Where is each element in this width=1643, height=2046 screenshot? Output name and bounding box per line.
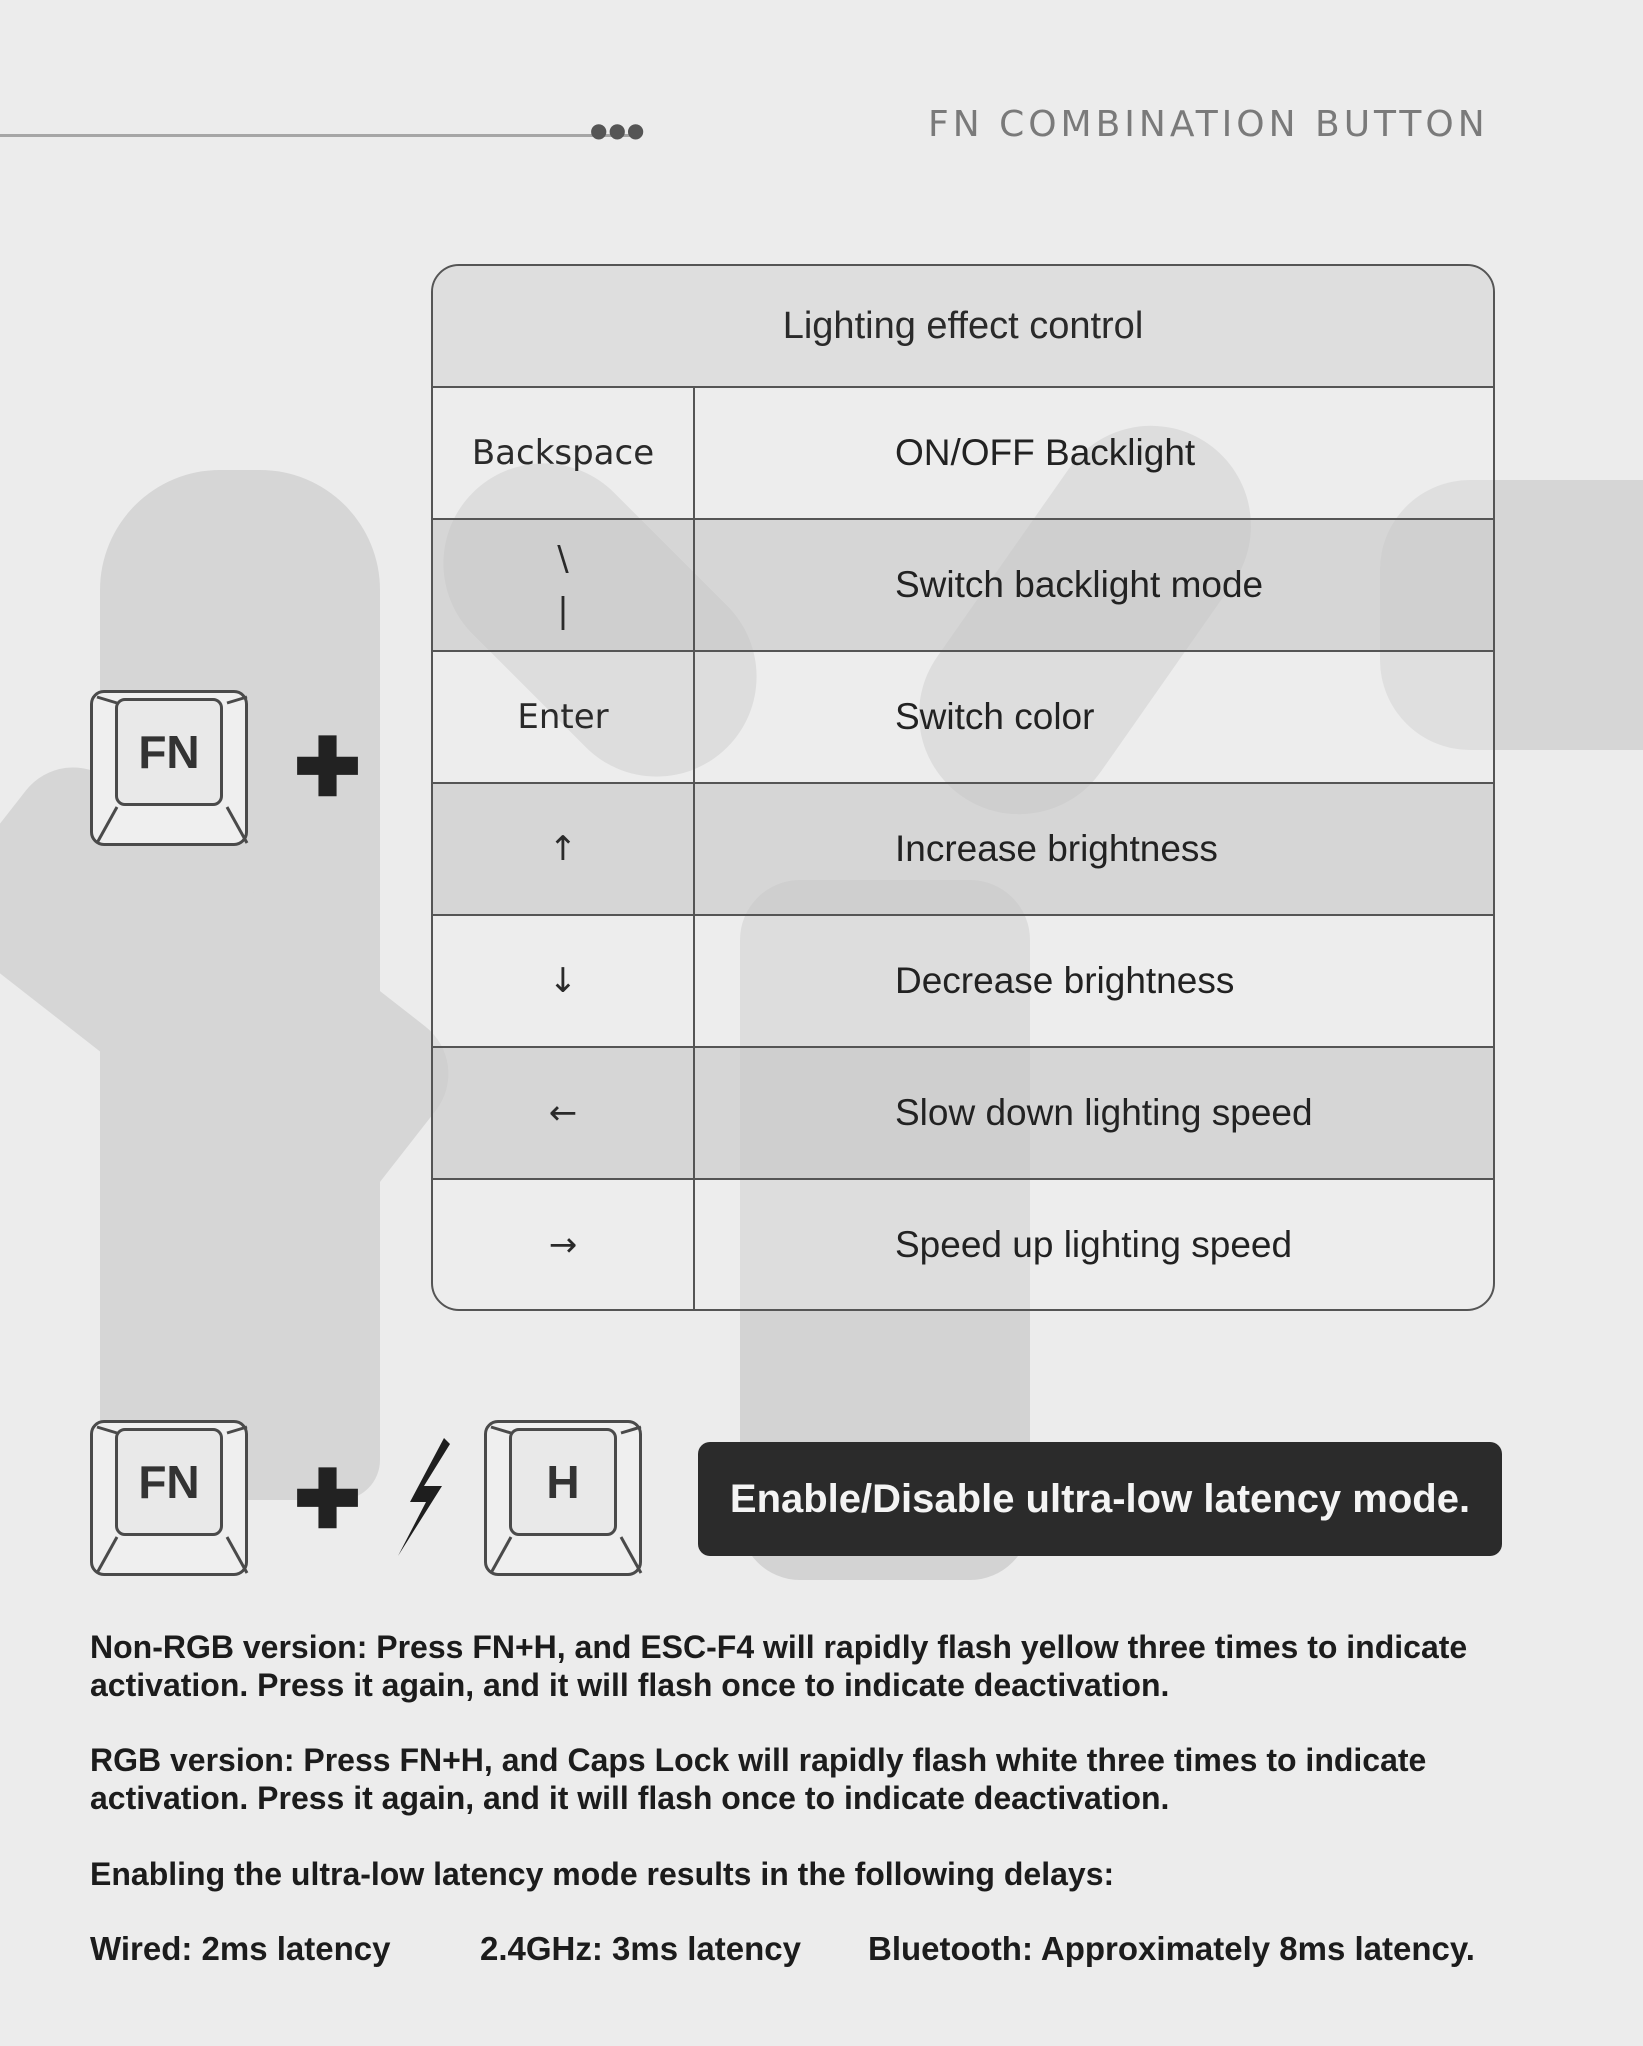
key-pipe: | (557, 591, 569, 631)
arrow-down-icon: ↓ (433, 916, 695, 1046)
arrow-up-icon: ↑ (433, 784, 695, 914)
action-cell: Speed up lighting speed (895, 1224, 1293, 1265)
table-row (433, 388, 1493, 520)
table-row (433, 520, 1493, 652)
table-row (433, 652, 1493, 784)
plus-icon: ✚ (294, 723, 362, 812)
latency-mode-banner: Enable/Disable ultra-low latency mode. (698, 1442, 1502, 1556)
fn-keycap (90, 1420, 248, 1576)
header-dots: ●●● (590, 118, 646, 142)
key-cell: Backspace (433, 388, 695, 518)
header-rule (0, 134, 632, 137)
ghz-latency: 2.4GHz: 3ms latency (480, 1930, 801, 1967)
key-cell: Enter (433, 652, 695, 782)
wired-latency: Wired: 2ms latency (90, 1930, 391, 1967)
lightning-icon (392, 1436, 456, 1558)
rgb-note: RGB version: Press FN+H, and Caps Lock will rapidly flash white three times to indicate activation. Press it again, and it will flash once to indicate deactivation. (90, 1742, 1427, 1816)
action-cell: Switch color (895, 696, 1095, 737)
h-key-label: H (509, 1428, 617, 1536)
plus-icon: ✚ (294, 1455, 362, 1544)
latency-intro: Enabling the ultra-low latency mode results in the following delays: (90, 1856, 1115, 1892)
key-cell (433, 520, 695, 650)
table-row (433, 1180, 1493, 1310)
fn-keycap (90, 690, 248, 846)
table-title: Lighting effect control (433, 266, 1493, 388)
arrow-left-icon: ← (433, 1048, 695, 1178)
action-cell: ON/OFF Backlight (895, 432, 1196, 473)
lighting-effect-table (431, 264, 1495, 1311)
bluetooth-latency: Bluetooth: Approximately 8ms latency. (868, 1930, 1475, 1967)
fn-key-label: FN (115, 1428, 223, 1536)
action-cell: Decrease brightness (895, 960, 1235, 1001)
action-cell: Switch backlight mode (895, 564, 1264, 605)
arrow-right-icon: → (433, 1180, 695, 1310)
action-cell: Increase brightness (895, 828, 1218, 869)
non-rgb-note: Non-RGB version: Press FN+H, and ESC-F4 will rapidly flash yellow three times to indicate activation. Press it again, and it will flash once to indicate deactivation. (90, 1629, 1468, 1703)
h-keycap (484, 1420, 642, 1576)
key-backslash: \ (557, 539, 569, 579)
table-row (433, 916, 1493, 1048)
table-row (433, 784, 1493, 916)
fn-key-label: FN (115, 698, 223, 806)
action-cell: Slow down lighting speed (895, 1092, 1313, 1133)
page-title: FN COMBINATION BUTTON (928, 104, 1489, 145)
table-row (433, 1048, 1493, 1180)
